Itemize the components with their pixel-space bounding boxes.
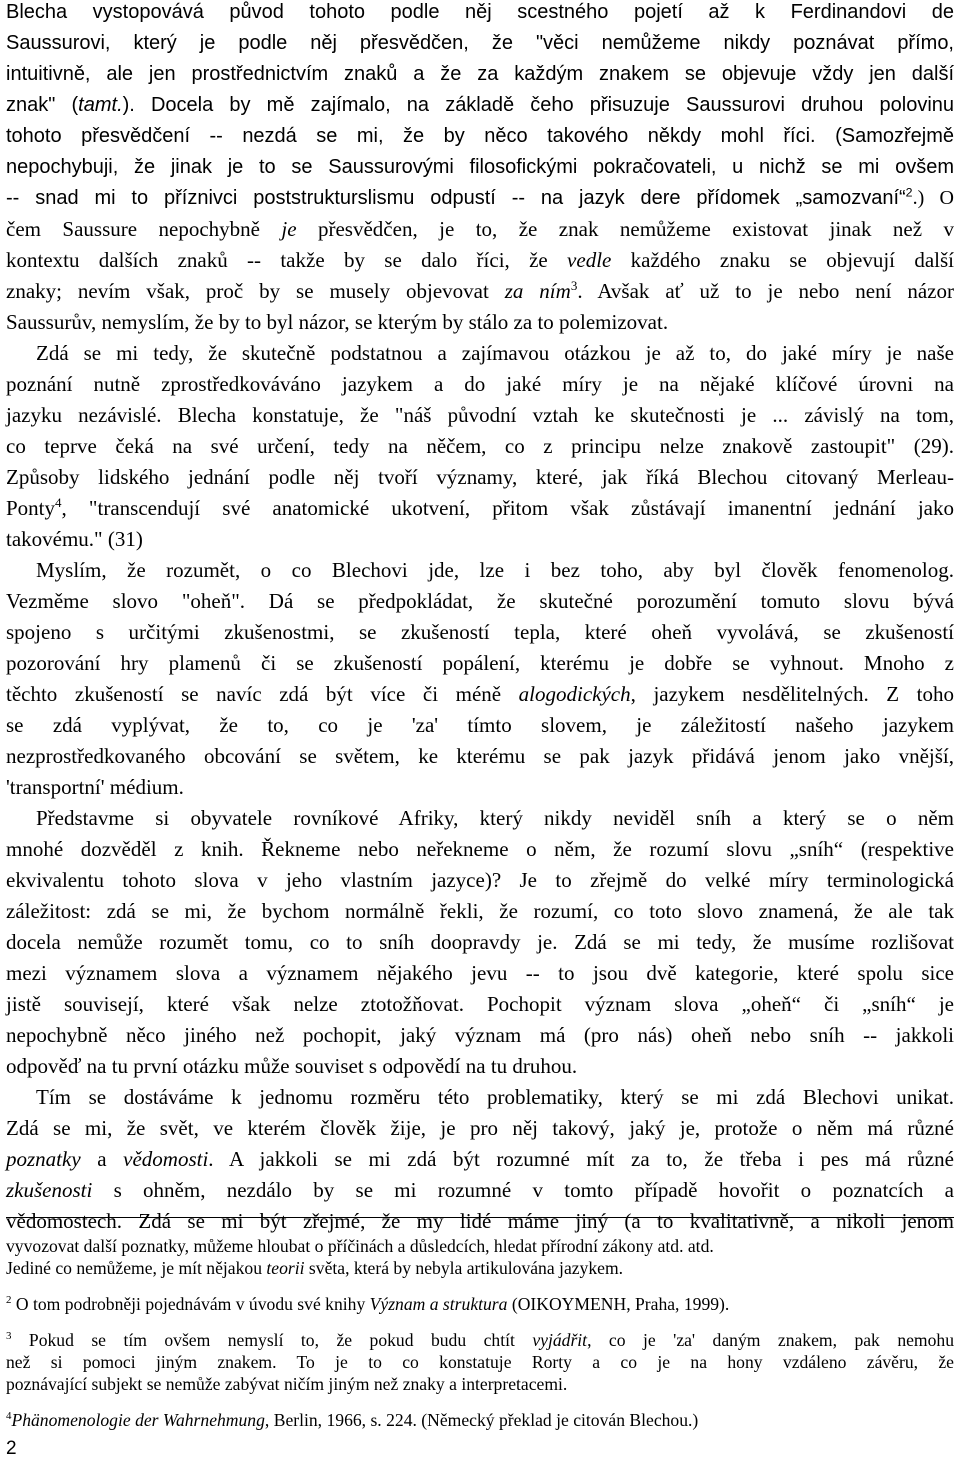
text-line: -- snad mi to příznivci poststrukturslismu odpustí -- na jazyk dere přídomek „samozvaní“$^2$.) O (6, 185, 955, 209)
text-line: co teprve čeká na své určení, tedy na něčem, co z principu nelze znakově zastoupit" (29). (6, 434, 954, 458)
footnote-separator (6, 1217, 954, 1218)
text-line: záležitost: zdá se mi, že bychom normálně řekli, že rozumí, co toto slovo znamená, že ale tak (6, 899, 954, 923)
text-line: jazyku nezávislé. Blecha konstatuje, že "náš původní vztah ke skutečnosti je ... závislý na tom, (6, 403, 954, 427)
text-line: zkušenosti s ohněm, nezdálo by se mi rozumné v tomto případě hovořit o poznatcích a (6, 1178, 954, 1202)
text-line: intuitivně, ale jen prostřednictvím znaků a že za každým znakem se objevuje vždy jen další (6, 63, 954, 85)
text-line: docela nemůže rozumět tomu, co to sníh doopravdy je. Zdá se mi tedy, že musíme rozlišovat (6, 930, 954, 954)
text-line: Saussurovi, který je podle něj přesvědčen, že "věci nemůžeme nikdy poznávat přímo, (6, 32, 954, 54)
text-line: těchto zkušeností se navíc zdá být více či méně alogodických, jazykem nesdělitelných. Z toho (6, 682, 954, 706)
page-number: 2 (6, 1438, 17, 1459)
footnote-line: Jediné co nemůžeme, je mít nějakou teorii světa, která by nebyla artikulována jazykem. (6, 1258, 624, 1278)
text-line: znaky; nevím však, proč by se musely objevovat za ním$^3$. Avšak ať už to je nebo není názor (6, 278, 954, 303)
paragraph-first-line: Zdá se mi tedy, že skutečně podstatnou a zajímavou otázkou je až to, do jaké míry je naše (36, 341, 954, 365)
footnote-number: 4 (6, 1410, 12, 1423)
footnote-3: $^3$ Pokud se tím ovšem nemyslí to, že pokud budu chtít vyjádřit, co je 'za' daným znakem, pak nemohu (6, 1330, 954, 1350)
text-line: čem Saussure nepochybně je přesvědčen, je to, že znak nemůžeme existovat jinak než v (6, 217, 954, 241)
footnote-line: než si pomoci jiným znakem. To je to co konstatuje Rorty a co je na hony vzdáleno závěru, že (6, 1352, 954, 1372)
footnote-2: $^2$ O tom podrobněji pojednávám v úvodu své knihy Význam a struktura (OIKOYMENH, Praha, 1999). (6, 1294, 730, 1314)
footnote-ref: 3 (570, 278, 578, 293)
text-line: vědomostech. Zdá se mi být zřejmé, že my lidé máme jiný (a to kvalitativně, a nikoli jenom (6, 1209, 954, 1233)
footnote-line: poznávající subjekt se nemůže zabývat ničím jiným než znaky a interpretacemi. (6, 1374, 568, 1394)
text-line: pozorování hry plamenů či se zkušeností popálení, kterému je dobře se vyhnout. Mnoho z (6, 651, 954, 675)
footnote-4: $^4$Phänomenologie der Wahrnehmung, Berlin, 1966, s. 224. (Německý překlad je citován Blechou.) (6, 1410, 699, 1430)
text-line: poznatky a vědomosti. A jakkoli se mi zdá být rozumné mít za to, že třeba i pes má různé (6, 1147, 954, 1171)
text-line: se zdá vyplývat, že to, co je 'za' tímto slovem, je záležitostí našeho jazykem (6, 713, 954, 737)
text-line: takovému." (31) (6, 527, 143, 551)
text-line: Blecha vystopovává původ tohoto podle něj scestného pojetí až k Ferdinandovi de (6, 1, 954, 23)
text-line: Ponty$^4$, "transcendují své anatomické ukotvení, přitom však zůstávají imanentní jednání jako (6, 495, 954, 520)
paragraph-first-line: Tím se dostáváme k jednomu rozměru této problematiky, který se mi zdá Blechovi unikat. (36, 1085, 954, 1109)
text-line: mezi významem slova a významem nějakého jevu -- to jsou dvě kategorie, které spolu sice (6, 961, 954, 985)
text-line: spojeno s určitými zkušenostmi, se zkušeností tepla, které oheň vyvolává, se zkušeností (6, 620, 954, 644)
text-line: Saussurův, nemyslím, že by to byl názor, se kterým by stálo za to polemizovat. (6, 310, 669, 334)
text-line: nepochybuji, že jinak je to se Saussurovými filosofickými pokračovateli, u nichž se mi ovšem (6, 156, 954, 178)
text-line: ekvivalentu tohoto slova v jeho vlastním jazyce)? Je to zřejmě do velké míry terminologická (6, 868, 954, 892)
text-line: 'transportní' médium. (6, 775, 184, 799)
footnote-number: 3 (6, 1330, 12, 1343)
footnote-number: 2 (6, 1294, 12, 1307)
paragraph-first-line: Představme si obyvatele rovníkové Afriky, který nikdy neviděl sníh a který se o něm (36, 806, 954, 830)
text-line: mnohé dozvěděl z knih. Řekneme nebo neřekneme o něm, že rozumí slovu „sníh“ (respektive (6, 837, 954, 861)
text-line: znak" (tamt.). Docela by mě zajímalo, na základě čeho přisuzuje Saussurovi druhou polovinu (6, 94, 955, 116)
text-line: Vezměme slovo "oheň". Dá se předpokládat, že skutečné porozumění tomuto slovu bývá (6, 589, 954, 613)
paragraph-first-line: Myslím, že rozumět, o co Blechovi jde, lze i bez toho, aby byl člověk fenomenolog. (36, 558, 954, 582)
text-line: odpověď na tu první otázku může souviset s odpovědí na tu druhou. (6, 1054, 578, 1078)
text-line: kontextu dalších znaků -- takže by se dalo říci, že vedle každého znaku se objevují další (6, 248, 954, 272)
text-line: tohoto přesvědčení -- nezdá se mi, že by něco takového někdy mohl říci. (Samozřejmě (6, 125, 954, 147)
text-line: Způsoby lidského jednání podle něj tvoří významy, které, jak říká Blechou citovaný Merleau- (6, 465, 954, 489)
text-line: poznání nutně zprostředkováváno jazykem a do jaké míry je na nějaké klíčové úrovni na (6, 372, 954, 396)
footnote-ref: 2 (905, 185, 913, 200)
text-line: jistě souvisejí, které však nelze ztotožňovat. Pochopit význam slova „oheň“ či „sníh“ je (6, 992, 954, 1016)
text-line: Zdá se mi, že svět, ve kterém člověk žije, je pro něj takový, jaký je, protože o něm má různé (6, 1116, 954, 1140)
footnote-line: vyvozovat další poznatky, můžeme hloubat o příčinách a důsledcích, hledat přírodní zákony atd. atd. (6, 1236, 714, 1256)
text-line: nezprostředkovaného obcování se světem, ke kterému se pak jazyk přidává jenom jako vnější, (6, 744, 954, 768)
footnote-ref: 4 (55, 495, 62, 510)
text-line: nepochybně něco jiného než pochopit, jaký význam má (pro nás) oheň nebo sníh -- jakkoli (6, 1023, 954, 1047)
